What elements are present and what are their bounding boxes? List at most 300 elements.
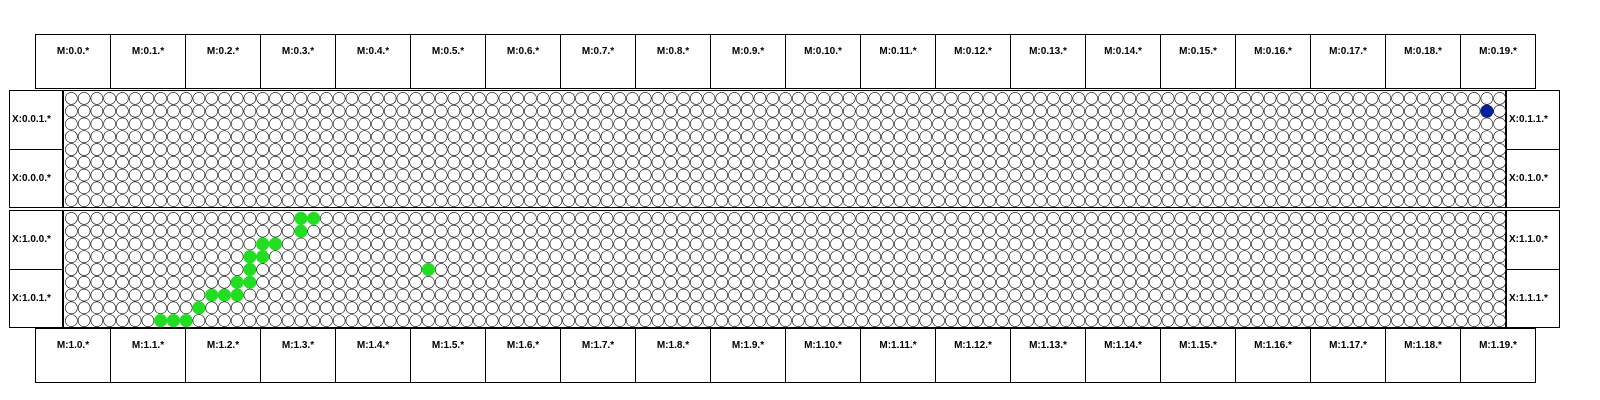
node-empty[interactable] [359, 315, 371, 327]
node-empty[interactable] [550, 289, 562, 301]
node-empty[interactable] [384, 212, 396, 224]
node-empty[interactable] [1443, 276, 1455, 288]
node-empty[interactable] [1035, 212, 1047, 224]
module-cell[interactable]: M:0.2.* [185, 34, 261, 89]
node-empty[interactable] [333, 131, 345, 143]
node-empty[interactable] [652, 92, 664, 104]
node-empty[interactable] [155, 238, 167, 250]
node-empty[interactable] [1022, 195, 1034, 207]
node-empty[interactable] [780, 251, 792, 263]
node-empty[interactable] [1353, 131, 1365, 143]
node-empty[interactable] [180, 182, 192, 194]
node-empty[interactable] [716, 289, 728, 301]
node-empty[interactable] [741, 131, 753, 143]
node-empty[interactable] [665, 105, 677, 117]
node-empty[interactable] [729, 195, 741, 207]
module-cell[interactable]: M:0.7.* [560, 34, 636, 89]
node-empty[interactable] [703, 144, 715, 156]
node-empty[interactable] [231, 302, 243, 314]
node-empty[interactable] [308, 169, 320, 181]
node-empty[interactable] [945, 131, 957, 143]
node-empty[interactable] [1137, 315, 1149, 327]
node-empty[interactable] [1162, 276, 1174, 288]
node-empty[interactable] [308, 131, 320, 143]
node-empty[interactable] [1124, 156, 1136, 168]
node-empty[interactable] [1430, 212, 1442, 224]
module-cell[interactable]: M:0.4.* [335, 34, 411, 89]
node-empty[interactable] [614, 92, 626, 104]
node-empty[interactable] [129, 118, 141, 130]
node-empty[interactable] [869, 92, 881, 104]
node-empty[interactable] [588, 92, 600, 104]
node-empty[interactable] [920, 92, 932, 104]
node-empty[interactable] [831, 238, 843, 250]
node-empty[interactable] [244, 238, 256, 250]
node-empty[interactable] [1392, 264, 1404, 276]
node-empty[interactable] [575, 212, 587, 224]
node-empty[interactable] [269, 131, 281, 143]
node-empty[interactable] [588, 156, 600, 168]
node-empty[interactable] [1404, 169, 1416, 181]
node-empty[interactable] [856, 118, 868, 130]
node-empty[interactable] [1468, 131, 1480, 143]
node-empty[interactable] [869, 264, 881, 276]
node-empty[interactable] [1404, 264, 1416, 276]
node-empty[interactable] [1060, 92, 1072, 104]
node-empty[interactable] [1341, 238, 1353, 250]
node-empty[interactable] [269, 289, 281, 301]
node-empty[interactable] [231, 105, 243, 117]
node-empty[interactable] [486, 264, 498, 276]
node-empty[interactable] [729, 225, 741, 237]
node-empty[interactable] [231, 225, 243, 237]
node-empty[interactable] [856, 238, 868, 250]
node-empty[interactable] [1455, 225, 1467, 237]
node-empty[interactable] [473, 144, 485, 156]
node-empty[interactable] [422, 302, 434, 314]
node-empty[interactable] [218, 315, 230, 327]
node-empty[interactable] [206, 315, 218, 327]
node-empty[interactable] [524, 144, 536, 156]
node-empty[interactable] [754, 289, 766, 301]
node-empty[interactable] [155, 251, 167, 263]
node-empty[interactable] [1315, 315, 1327, 327]
node-empty[interactable] [601, 302, 613, 314]
node-empty[interactable] [257, 264, 269, 276]
node-empty[interactable] [1111, 195, 1123, 207]
node-empty[interactable] [524, 105, 536, 117]
node-empty[interactable] [550, 251, 562, 263]
node-empty[interactable] [1353, 182, 1365, 194]
node-empty[interactable] [920, 251, 932, 263]
node-empty[interactable] [524, 289, 536, 301]
node-empty[interactable] [563, 212, 575, 224]
node-empty[interactable] [869, 315, 881, 327]
node-empty[interactable] [996, 238, 1008, 250]
node-empty[interactable] [1047, 238, 1059, 250]
node-empty[interactable] [1098, 289, 1110, 301]
node-empty[interactable] [91, 276, 103, 288]
node-empty[interactable] [91, 315, 103, 327]
node-empty[interactable] [792, 131, 804, 143]
node-empty[interactable] [614, 302, 626, 314]
node-empty[interactable] [1009, 238, 1021, 250]
node-empty[interactable] [116, 195, 128, 207]
node-empty[interactable] [1251, 315, 1263, 327]
node-empty[interactable] [741, 302, 753, 314]
node-empty[interactable] [869, 156, 881, 168]
node-empty[interactable] [843, 289, 855, 301]
node-empty[interactable] [741, 212, 753, 224]
node-empty[interactable] [1430, 105, 1442, 117]
node-empty[interactable] [91, 302, 103, 314]
node-empty[interactable] [754, 92, 766, 104]
node-empty[interactable] [193, 105, 205, 117]
node-empty[interactable] [1188, 302, 1200, 314]
node-empty[interactable] [741, 92, 753, 104]
node-empty[interactable] [1098, 238, 1110, 250]
node-empty[interactable] [104, 118, 116, 130]
node-empty[interactable] [1328, 195, 1340, 207]
node-empty[interactable] [639, 131, 651, 143]
node-empty[interactable] [346, 92, 358, 104]
node-empty[interactable] [933, 251, 945, 263]
node-empty[interactable] [1455, 182, 1467, 194]
node-active-green[interactable] [244, 263, 257, 276]
node-empty[interactable] [435, 315, 447, 327]
node-empty[interactable] [1009, 118, 1021, 130]
node-empty[interactable] [180, 131, 192, 143]
node-empty[interactable] [104, 289, 116, 301]
node-empty[interactable] [1302, 92, 1314, 104]
node-empty[interactable] [1124, 276, 1136, 288]
node-empty[interactable] [1290, 238, 1302, 250]
node-empty[interactable] [1353, 315, 1365, 327]
node-empty[interactable] [996, 212, 1008, 224]
node-empty[interactable] [231, 315, 243, 327]
node-empty[interactable] [780, 92, 792, 104]
node-empty[interactable] [269, 212, 281, 224]
node-empty[interactable] [818, 182, 830, 194]
node-empty[interactable] [550, 315, 562, 327]
node-empty[interactable] [512, 131, 524, 143]
node-empty[interactable] [524, 156, 536, 168]
node-empty[interactable] [741, 251, 753, 263]
node-empty[interactable] [461, 238, 473, 250]
node-empty[interactable] [1200, 251, 1212, 263]
node-empty[interactable] [754, 118, 766, 130]
node-empty[interactable] [1226, 131, 1238, 143]
node-empty[interactable] [1379, 238, 1391, 250]
node-empty[interactable] [1264, 182, 1276, 194]
node-empty[interactable] [856, 276, 868, 288]
node-empty[interactable] [129, 251, 141, 263]
node-empty[interactable] [1392, 195, 1404, 207]
node-empty[interactable] [665, 302, 677, 314]
node-empty[interactable] [91, 92, 103, 104]
node-empty[interactable] [448, 131, 460, 143]
node-empty[interactable] [945, 156, 957, 168]
node-empty[interactable] [422, 225, 434, 237]
module-cell[interactable]: M:1.19.* [1460, 328, 1536, 383]
node-empty[interactable] [231, 251, 243, 263]
node-empty[interactable] [320, 131, 332, 143]
module-cell[interactable]: M:0.15.* [1160, 34, 1236, 89]
node-empty[interactable] [193, 225, 205, 237]
node-empty[interactable] [996, 302, 1008, 314]
node-empty[interactable] [984, 92, 996, 104]
node-empty[interactable] [703, 251, 715, 263]
node-empty[interactable] [792, 251, 804, 263]
node-empty[interactable] [945, 315, 957, 327]
node-empty[interactable] [1251, 118, 1263, 130]
node-empty[interactable] [767, 264, 779, 276]
node-empty[interactable] [524, 212, 536, 224]
node-empty[interactable] [601, 195, 613, 207]
node-empty[interactable] [155, 105, 167, 117]
node-empty[interactable] [945, 144, 957, 156]
node-empty[interactable] [269, 225, 281, 237]
node-empty[interactable] [1328, 144, 1340, 156]
node-empty[interactable] [780, 169, 792, 181]
node-empty[interactable] [1494, 238, 1506, 250]
node-empty[interactable] [703, 131, 715, 143]
node-empty[interactable] [1124, 131, 1136, 143]
node-empty[interactable] [550, 212, 562, 224]
node-empty[interactable] [716, 169, 728, 181]
node-empty[interactable] [1277, 289, 1289, 301]
node-empty[interactable] [1315, 182, 1327, 194]
node-empty[interactable] [703, 276, 715, 288]
node-empty[interactable] [652, 195, 664, 207]
node-empty[interactable] [856, 131, 868, 143]
node-empty[interactable] [1481, 315, 1493, 327]
node-empty[interactable] [1239, 182, 1251, 194]
node-empty[interactable] [626, 169, 638, 181]
node-empty[interactable] [971, 169, 983, 181]
node-empty[interactable] [818, 131, 830, 143]
node-empty[interactable] [818, 144, 830, 156]
node-empty[interactable] [792, 156, 804, 168]
node-empty[interactable] [882, 169, 894, 181]
node-empty[interactable] [1175, 315, 1187, 327]
node-empty[interactable] [805, 118, 817, 130]
node-empty[interactable] [588, 289, 600, 301]
node-empty[interactable] [652, 264, 664, 276]
node-empty[interactable] [244, 302, 256, 314]
node-empty[interactable] [920, 195, 932, 207]
node-empty[interactable] [1277, 195, 1289, 207]
node-empty[interactable] [524, 92, 536, 104]
node-empty[interactable] [1137, 302, 1149, 314]
node-empty[interactable] [1251, 212, 1263, 224]
node-empty[interactable] [1086, 315, 1098, 327]
node-empty[interactable] [626, 92, 638, 104]
node-empty[interactable] [856, 144, 868, 156]
node-empty[interactable] [1098, 118, 1110, 130]
node-empty[interactable] [588, 169, 600, 181]
node-empty[interactable] [1124, 238, 1136, 250]
node-empty[interactable] [155, 276, 167, 288]
node-empty[interactable] [818, 169, 830, 181]
node-empty[interactable] [422, 276, 434, 288]
node-empty[interactable] [1086, 182, 1098, 194]
node-empty[interactable] [1226, 105, 1238, 117]
node-empty[interactable] [1481, 276, 1493, 288]
node-empty[interactable] [499, 195, 511, 207]
node-empty[interactable] [1404, 212, 1416, 224]
node-empty[interactable] [678, 105, 690, 117]
node-empty[interactable] [384, 225, 396, 237]
node-empty[interactable] [907, 238, 919, 250]
node-empty[interactable] [1098, 92, 1110, 104]
node-empty[interactable] [818, 195, 830, 207]
node-empty[interactable] [257, 315, 269, 327]
node-empty[interactable] [65, 92, 77, 104]
node-empty[interactable] [1302, 195, 1314, 207]
node-empty[interactable] [665, 92, 677, 104]
node-empty[interactable] [1302, 156, 1314, 168]
node-empty[interactable] [1379, 195, 1391, 207]
node-empty[interactable] [1047, 156, 1059, 168]
node-empty[interactable] [333, 315, 345, 327]
node-empty[interactable] [537, 156, 549, 168]
node-empty[interactable] [971, 105, 983, 117]
node-empty[interactable] [257, 92, 269, 104]
node-empty[interactable] [678, 289, 690, 301]
node-empty[interactable] [1251, 105, 1263, 117]
node-empty[interactable] [678, 156, 690, 168]
node-empty[interactable] [448, 276, 460, 288]
node-empty[interactable] [448, 264, 460, 276]
node-empty[interactable] [499, 131, 511, 143]
node-empty[interactable] [320, 92, 332, 104]
node-empty[interactable] [410, 169, 422, 181]
node-empty[interactable] [1404, 251, 1416, 263]
node-empty[interactable] [1443, 131, 1455, 143]
node-empty[interactable] [1417, 302, 1429, 314]
node-empty[interactable] [945, 289, 957, 301]
node-empty[interactable] [371, 289, 383, 301]
node-empty[interactable] [180, 238, 192, 250]
node-empty[interactable] [1188, 195, 1200, 207]
node-empty[interactable] [716, 212, 728, 224]
node-empty[interactable] [1468, 225, 1480, 237]
node-empty[interactable] [1149, 225, 1161, 237]
node-empty[interactable] [129, 225, 141, 237]
node-empty[interactable] [792, 169, 804, 181]
node-empty[interactable] [1022, 289, 1034, 301]
node-empty[interactable] [1328, 92, 1340, 104]
node-empty[interactable] [257, 276, 269, 288]
node-empty[interactable] [984, 212, 996, 224]
node-empty[interactable] [448, 212, 460, 224]
node-empty[interactable] [1353, 144, 1365, 156]
node-empty[interactable] [1379, 92, 1391, 104]
node-empty[interactable] [218, 276, 230, 288]
node-empty[interactable] [473, 105, 485, 117]
node-empty[interactable] [1175, 92, 1187, 104]
node-active-green[interactable] [256, 238, 269, 251]
node-empty[interactable] [180, 251, 192, 263]
node-empty[interactable] [1302, 264, 1314, 276]
node-empty[interactable] [856, 264, 868, 276]
node-empty[interactable] [1430, 276, 1442, 288]
node-empty[interactable] [907, 276, 919, 288]
node-empty[interactable] [1404, 144, 1416, 156]
node-empty[interactable] [1353, 105, 1365, 117]
node-empty[interactable] [792, 289, 804, 301]
node-empty[interactable] [958, 315, 970, 327]
node-empty[interactable] [1226, 289, 1238, 301]
node-empty[interactable] [1366, 169, 1378, 181]
node-empty[interactable] [410, 156, 422, 168]
node-empty[interactable] [563, 169, 575, 181]
node-empty[interactable] [180, 195, 192, 207]
node-empty[interactable] [116, 156, 128, 168]
node-empty[interactable] [1047, 118, 1059, 130]
node-empty[interactable] [1430, 302, 1442, 314]
node-empty[interactable] [729, 302, 741, 314]
node-empty[interactable] [729, 131, 741, 143]
node-empty[interactable] [180, 302, 192, 314]
node-empty[interactable] [907, 92, 919, 104]
node-empty[interactable] [1392, 225, 1404, 237]
node-empty[interactable] [1353, 169, 1365, 181]
node-empty[interactable] [729, 238, 741, 250]
node-empty[interactable] [856, 225, 868, 237]
node-empty[interactable] [167, 212, 179, 224]
node-empty[interactable] [435, 156, 447, 168]
node-empty[interactable] [971, 212, 983, 224]
node-empty[interactable] [308, 144, 320, 156]
node-empty[interactable] [1302, 118, 1314, 130]
node-empty[interactable] [1239, 251, 1251, 263]
node-empty[interactable] [741, 144, 753, 156]
node-empty[interactable] [1366, 212, 1378, 224]
node-empty[interactable] [805, 302, 817, 314]
node-empty[interactable] [1481, 251, 1493, 263]
node-empty[interactable] [320, 315, 332, 327]
node-empty[interactable] [435, 238, 447, 250]
node-empty[interactable] [486, 195, 498, 207]
node-empty[interactable] [91, 118, 103, 130]
node-empty[interactable] [1392, 105, 1404, 117]
node-empty[interactable] [933, 195, 945, 207]
node-empty[interactable] [1443, 251, 1455, 263]
node-active-green[interactable] [269, 238, 282, 251]
node-empty[interactable] [257, 302, 269, 314]
node-empty[interactable] [473, 264, 485, 276]
node-empty[interactable] [563, 131, 575, 143]
node-empty[interactable] [601, 105, 613, 117]
node-empty[interactable] [882, 276, 894, 288]
node-empty[interactable] [805, 264, 817, 276]
node-empty[interactable] [1494, 276, 1506, 288]
node-empty[interactable] [843, 182, 855, 194]
node-empty[interactable] [1226, 212, 1238, 224]
node-empty[interactable] [282, 131, 294, 143]
node-empty[interactable] [665, 289, 677, 301]
node-empty[interactable] [295, 251, 307, 263]
node-empty[interactable] [563, 225, 575, 237]
node-empty[interactable] [435, 182, 447, 194]
node-empty[interactable] [129, 276, 141, 288]
node-empty[interactable] [1264, 105, 1276, 117]
node-empty[interactable] [231, 131, 243, 143]
node-empty[interactable] [1188, 251, 1200, 263]
node-empty[interactable] [231, 195, 243, 207]
